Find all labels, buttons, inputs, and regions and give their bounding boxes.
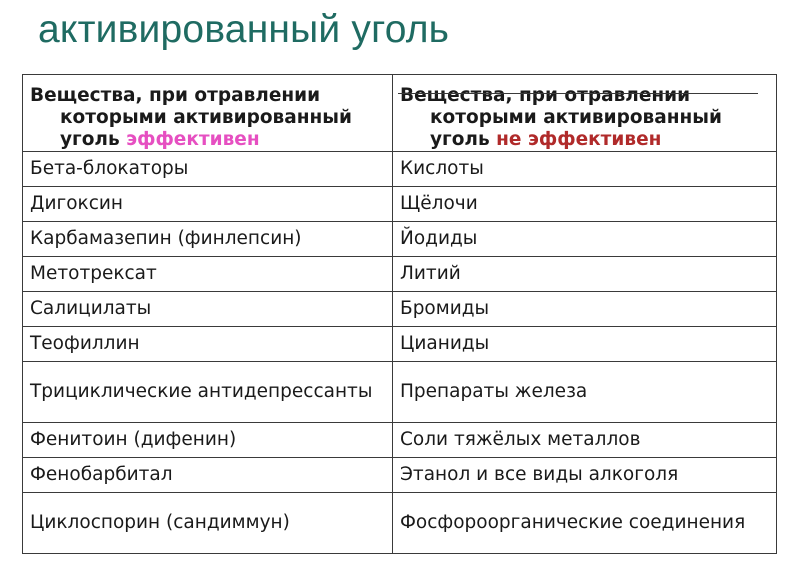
cell-not-effective: Кислоты (393, 152, 777, 187)
table-row (23, 362, 777, 423)
cell-effective: Карбамазепин (финлепсин) (23, 222, 393, 257)
table-row (23, 292, 777, 327)
table-row (23, 493, 777, 554)
table-row (23, 257, 777, 292)
header-strike-line (398, 93, 758, 94)
cell-not-effective: Этанол и все виды алкоголя (393, 458, 777, 493)
cell-effective: Метотрексат (23, 257, 393, 292)
cell-effective: Теофиллин (23, 327, 393, 362)
cell-effective: Циклоспорин (сандиммун) (23, 493, 393, 554)
table-row (23, 458, 777, 493)
effective-label: эффективен (126, 129, 260, 150)
cell-not-effective: Цианиды (393, 327, 777, 362)
header-effective-text: Вещества, при отравлении которыми активированный уголь (30, 85, 352, 150)
cell-not-effective: Соли тяжёлых металлов (393, 423, 777, 458)
cell-not-effective: Щёлочи (393, 187, 777, 222)
cell-not-effective: Бромиды (393, 292, 777, 327)
cell-effective: Бета-блокаторы (23, 152, 393, 187)
header-not-effective-text: Вещества, при отравлении которыми активированный уголь (400, 85, 722, 150)
table-row (23, 327, 777, 362)
cell-not-effective: Фосфороорганические соединения (393, 493, 777, 554)
not-effective-label: не эффективен (496, 129, 662, 150)
table-row (23, 152, 777, 187)
cell-not-effective: Препараты железа (393, 362, 777, 423)
cell-effective-text: Трициклические антидепрессанты (30, 381, 373, 402)
page-title: активированный уголь (38, 8, 450, 51)
table-header-row (23, 75, 777, 152)
cell-effective: Фенобарбитал (23, 458, 393, 493)
cell-not-effective: Йодиды (393, 222, 777, 257)
cell-effective: Фенитоин (дифенин) (23, 423, 393, 458)
table-row (23, 222, 777, 257)
header-effective (23, 75, 393, 152)
header-not-effective (393, 75, 777, 152)
cell-effective: Дигоксин (23, 187, 393, 222)
table-row (23, 423, 777, 458)
substances-table (22, 74, 777, 554)
cell-effective: Салицилаты (23, 292, 393, 327)
cell-not-effective: Литий (393, 257, 777, 292)
cell-effective (23, 362, 393, 423)
table-row (23, 187, 777, 222)
